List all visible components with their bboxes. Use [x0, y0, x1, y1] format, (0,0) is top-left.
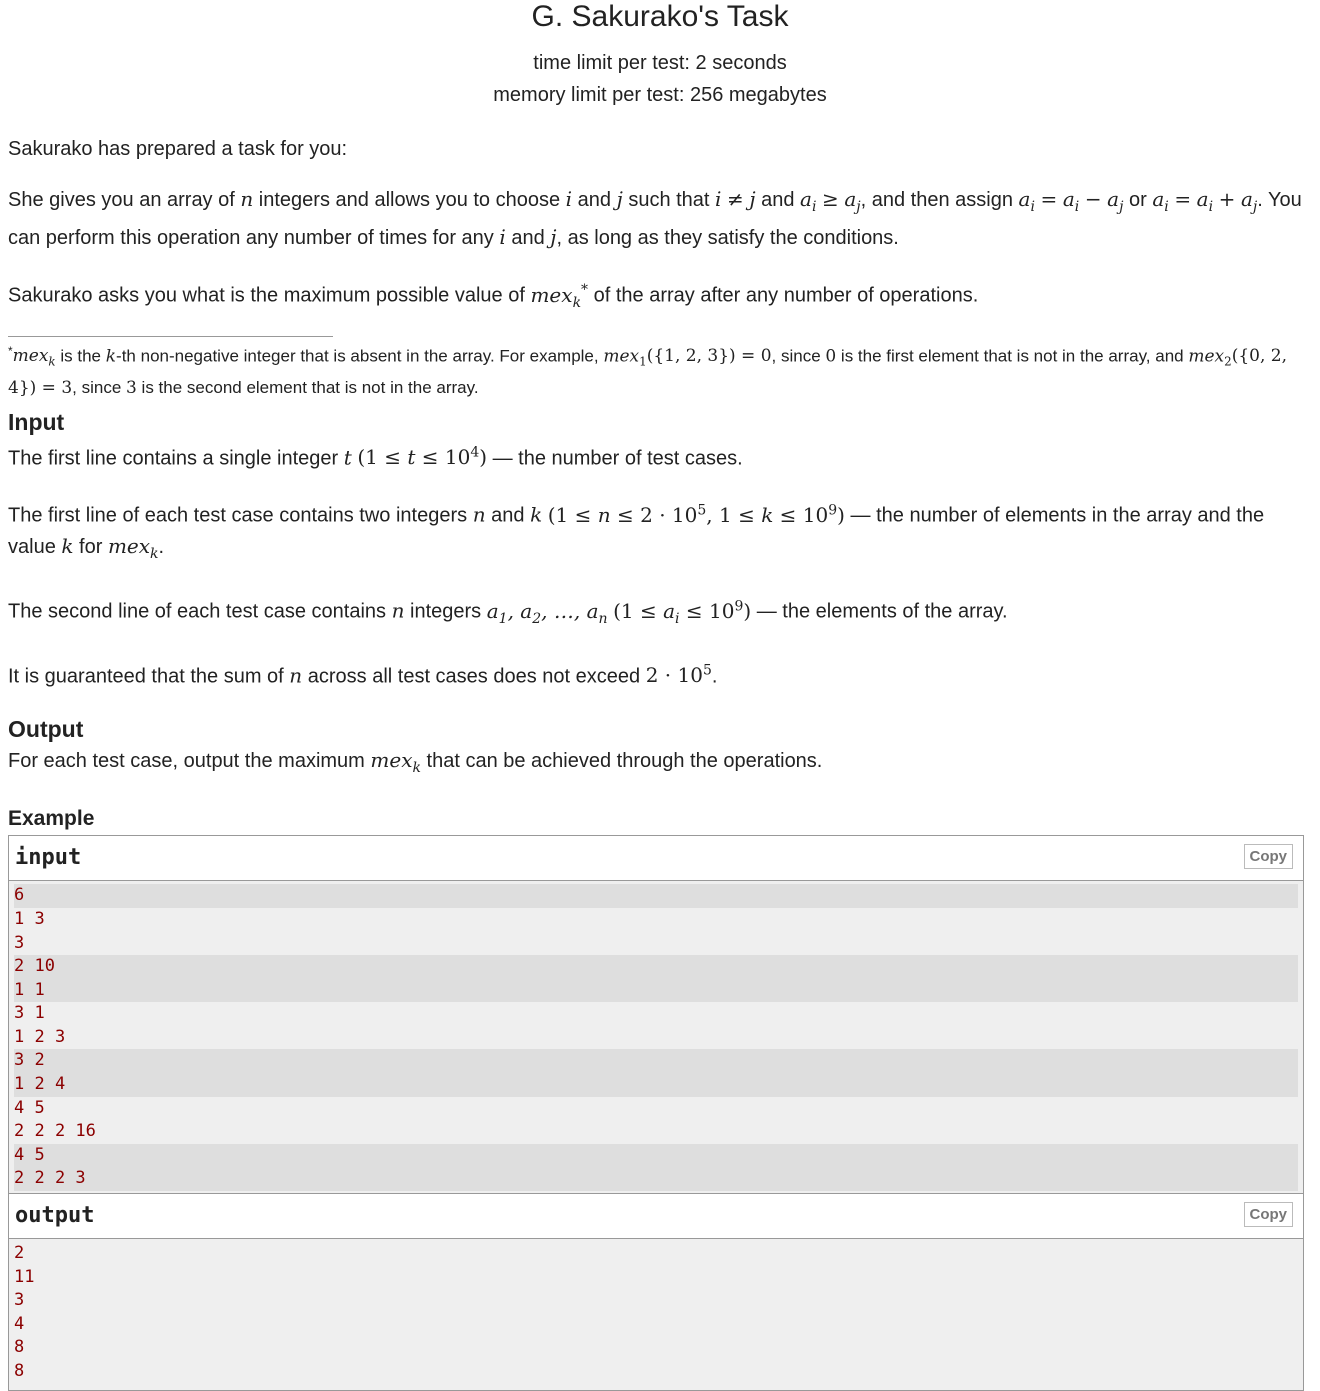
- example-section-title: Example: [8, 807, 95, 831]
- sample-input-line: 3 2: [14, 1049, 1298, 1073]
- input-paragraph-2: The first line of each test case contains two integers n and k ($1 \le n \le 2 \cdot 10^5$, $1 \le k \le 10^9$) — the number of elements in the array and the value k for mex$_k$.: [8, 502, 1265, 563]
- sample-output-line: 3: [14, 1290, 25, 1311]
- sample-input-line: 2 2 2 16: [14, 1121, 96, 1142]
- footnote-divider: [8, 336, 333, 337]
- sample-output-header: [9, 1193, 1303, 1239]
- input-paragraph-4: It is guaranteed that the sum of n across all test cases does not exceed $2 \cdot 10^5$.: [8, 662, 718, 688]
- input-paragraph-3: The second line of each test case contains n integers $a_1$, $a_2$, …, $a_n$ $(1 \le a_i \le 10^9)$ — the elements of the array.: [8, 598, 1008, 627]
- problem-header: [8, 0, 1312, 111]
- statement-paragraph-2: Sakurako asks you what is the maximum possible value of mex$_k$* of the array after any number of operations.: [8, 282, 979, 311]
- sample-output-line: 4: [14, 1313, 25, 1334]
- statement-paragraph-1: She gives you an array of n integers and allows you to choose i and j such that i ≠ j and $a_i \ge a_j$, and then assign $a_i = a_i - a_j$ or $a_i = a_i + a_j$. You can perform this operation any number of times for any i and j, as long as they satisfy the conditions.: [8, 187, 1302, 249]
- sample-input-line: 2 2 2 3: [14, 1167, 1298, 1191]
- sample-input-line: 3: [14, 932, 25, 953]
- sample-input-line: 1 2 3: [14, 1026, 66, 1047]
- sample-input-body[interactable]: [9, 881, 1303, 1193]
- memory-limit: memory limit per test: 256 megabytes: [493, 84, 827, 106]
- sample-output-line: 8: [14, 1337, 25, 1358]
- sample-input-label: input: [15, 845, 82, 871]
- sample-input-line: 2 10: [14, 955, 1298, 979]
- sample-output-line: 11: [14, 1266, 35, 1287]
- sample-input-line: 1 3: [14, 908, 45, 929]
- input-section-title: Input: [8, 408, 65, 435]
- sample-output-line: 8: [14, 1361, 25, 1382]
- sample-output-label: output: [15, 1203, 95, 1229]
- sample-input-header: [9, 836, 1303, 881]
- sample-input-line: 4 5: [14, 1097, 45, 1118]
- output-section-title: Output: [8, 716, 84, 743]
- sample-input-line: 1 2 4: [14, 1073, 1298, 1097]
- input-paragraph-1: The first line contains a single integer t $(1 \le t \le 10^4)$ — the number of test cases.: [8, 444, 743, 470]
- footnote: *mex$_k$ is the k-th non-negative integer that is absent in the array. For example, mex$_1$({1, 2, 3}) = 0, since 0 is the first element that is not in the array, and mex$_2$({0, 2, 4}) = 3, since 3 is the second element that is not in the array.: [8, 343, 1287, 398]
- time-limit: time limit per test: 2 seconds: [533, 52, 787, 74]
- sample-input-line: 3 1: [14, 1003, 45, 1024]
- sample-test: [8, 835, 1304, 1390]
- copy-input-button[interactable]: Copy: [1244, 844, 1294, 869]
- problem-title: G. Sakurako's Task: [531, 0, 789, 33]
- sample-input-line: 6: [14, 884, 1298, 908]
- statement-intro: Sakurako has prepared a task for you:: [8, 138, 348, 160]
- sample-input-line: 1 1: [14, 979, 1298, 1003]
- copy-output-button[interactable]: Copy: [1244, 1202, 1294, 1227]
- sample-output-line: 2: [14, 1243, 25, 1264]
- sample-output-body[interactable]: [9, 1239, 1303, 1390]
- sample-input-line: 4 5: [14, 1144, 1298, 1168]
- output-paragraph: For each test case, output the maximum mex$_k$ that can be achieved through the operations.: [8, 748, 823, 777]
